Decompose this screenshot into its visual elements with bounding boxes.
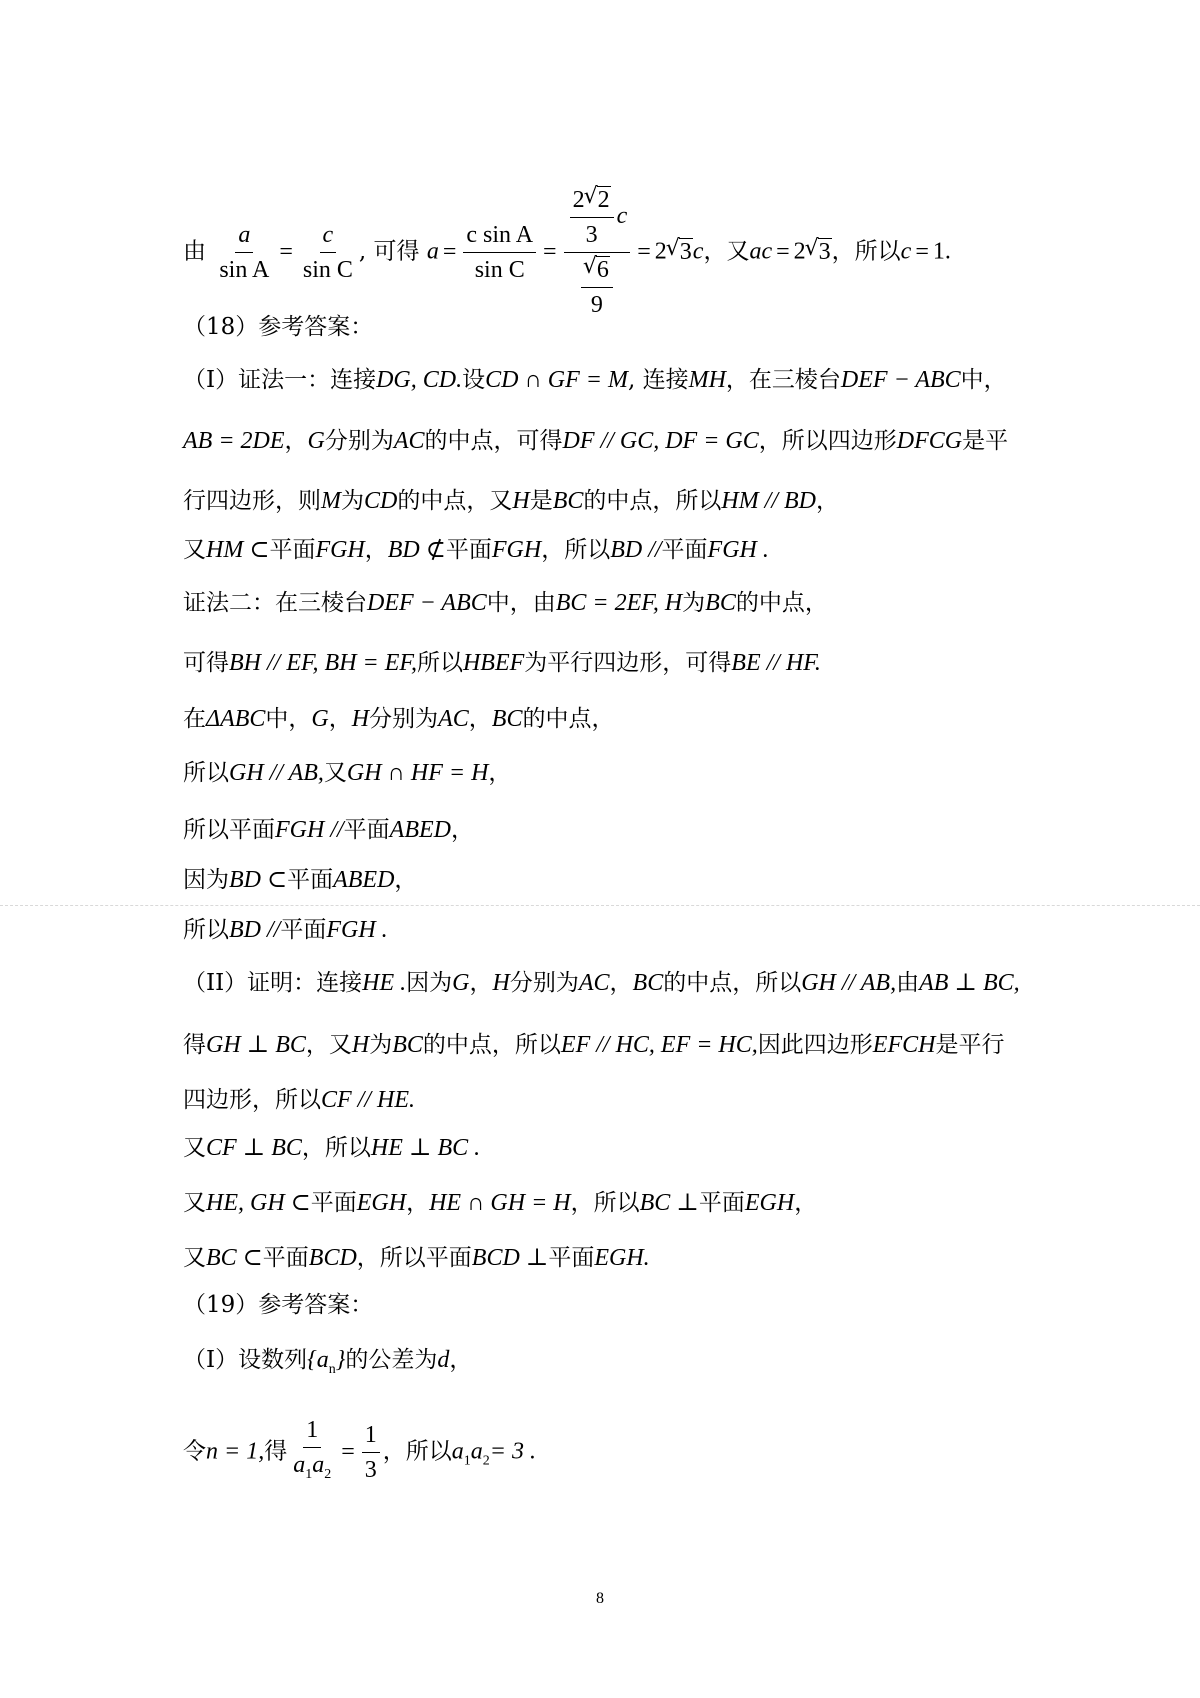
numerator: c sin A bbox=[463, 220, 536, 253]
text-line: 可得BH // EF, BH = EF,所以HBEF为平行四边形，可得BE // HF. bbox=[183, 650, 821, 676]
denominator: $a_1a_2$ bbox=[293, 1452, 332, 1482]
text-line: 四边形，所以CF // HE. bbox=[183, 1087, 415, 1113]
fraction bbox=[362, 1420, 380, 1485]
denominator: 9 bbox=[590, 292, 603, 318]
math: a bbox=[426, 238, 439, 265]
fraction bbox=[581, 255, 613, 320]
text-line: （I）设数列$\{a_n\}$的公差为d， bbox=[183, 1347, 473, 1377]
denominator: sin C bbox=[474, 257, 525, 283]
denominator: sin C bbox=[302, 257, 353, 283]
numerator: √ 6 bbox=[581, 255, 613, 288]
text: 由 bbox=[183, 238, 206, 265]
numerator: $\frac{2√ 2}{3}$ c bbox=[564, 185, 631, 253]
text-line: 又HM ⊂平面FGH，BD ⊄平面FGH，所以BD //平面FGH . bbox=[183, 537, 769, 563]
fraction bbox=[290, 1415, 334, 1490]
denominator bbox=[575, 253, 619, 320]
law-of-sines-equation: 由 $\frac{a}{\text{sin A}}$ = $\frac{c}{\text{sin C}}$ , 可得 a = $\frac{\text{c sin A}}{\text{sin C}}$ = $\frac{2√ 2}{3}$ c √ $\frac{6}{9}$ = 2√ 3c，又ac = 2√ 3，所以c = 1. bbox=[183, 185, 951, 320]
text-line: 证法二：在三棱台DEF − ABC中，由BC = 2EF, H为BC的中点， bbox=[183, 590, 828, 616]
page-divider bbox=[0, 905, 1200, 906]
numerator: 1 bbox=[362, 1420, 380, 1453]
compound-fraction bbox=[564, 185, 631, 320]
text-line: （I）证法一：连接DG, CD.设CD ∩ GF = M, 连接MH，在三棱台DEF − ABC中， bbox=[183, 367, 1007, 393]
denominator: 3 bbox=[585, 222, 598, 248]
denominator: sin A bbox=[219, 257, 270, 283]
text-line: 行四边形，则M为CD的中点，又H是BC的中点，所以HM // BD， bbox=[183, 488, 840, 514]
section-heading-19: （19）参考答案： bbox=[183, 1292, 374, 1318]
numerator: c bbox=[320, 220, 337, 253]
text-line: 又BC ⊂平面BCD，所以平面BCD ⊥平面EGH. bbox=[183, 1245, 650, 1271]
fraction bbox=[570, 185, 614, 250]
text-line: （II）证明：连接HE .因为G，H分别为AC，BC的中点，所以GH // AB,由AB ⊥ BC, bbox=[183, 970, 1020, 996]
text: , 可得 bbox=[358, 238, 420, 265]
numerator: 1 bbox=[303, 1415, 321, 1448]
denominator: 3 bbox=[364, 1457, 377, 1483]
text-line: 所以GH // AB,又GH ∩ HF = H， bbox=[183, 760, 512, 786]
text-line: 所以BD //平面FGH . bbox=[183, 917, 388, 943]
fraction bbox=[463, 220, 536, 285]
numerator: a bbox=[235, 220, 253, 253]
fraction bbox=[300, 220, 356, 285]
fraction bbox=[216, 220, 272, 285]
page-number: 8 bbox=[596, 1590, 604, 1607]
text-line: 又HE, GH ⊂平面EGH，HE ∩ GH = H，所以BC ⊥平面EGH， bbox=[183, 1190, 818, 1216]
text-line: 因为BD ⊂平面ABED， bbox=[183, 867, 418, 893]
section-heading-18: （18）参考答案： bbox=[183, 314, 374, 340]
text-line: 所以平面FGH //平面ABED， bbox=[183, 817, 474, 843]
text-line: 在ΔABC中，G，H分别为AC，BC的中点， bbox=[183, 706, 615, 732]
text-line: AB = 2DE，G分别为AC的中点，可得DF // GC, DF = GC，所以四边形DFCG是平 bbox=[183, 428, 1009, 454]
text-line: 又CF ⊥ BC，所以HE ⊥ BC . bbox=[183, 1135, 481, 1161]
text-line: 令n = 1,得 $\frac{1}{a_1a_2}$ = $\frac{1}{3}$ ，所以$a_1a_2= 3$ . bbox=[183, 1415, 536, 1490]
numerator: 2√ 2 bbox=[570, 185, 614, 218]
text-line: 得GH ⊥ BC，又H为BC的中点，所以EF // HC, EF = HC,因此四边形EFCH是平行 bbox=[183, 1032, 1005, 1058]
